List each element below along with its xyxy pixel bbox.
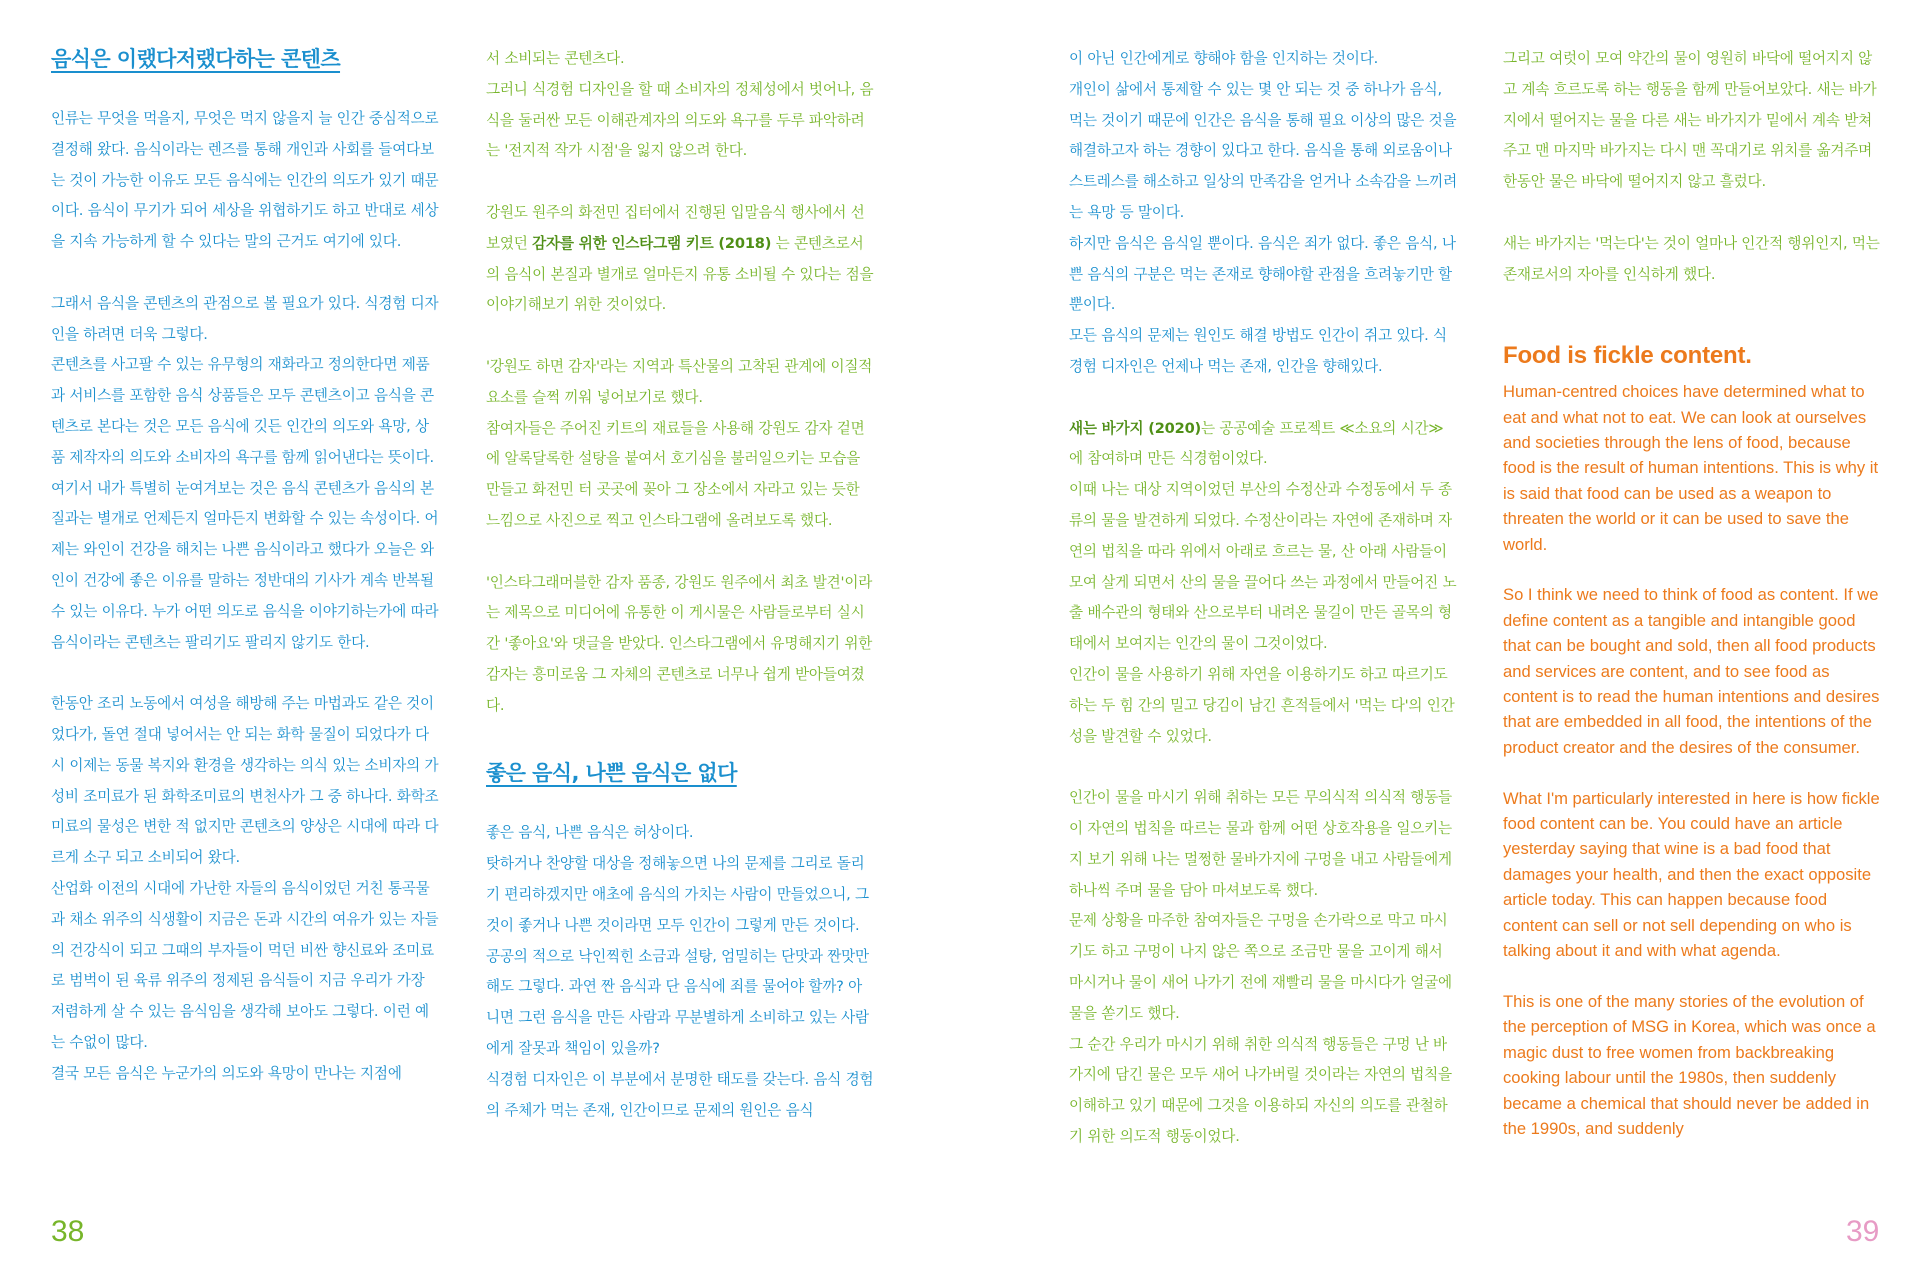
paragraph: 한동안 조리 노동에서 여성을 해방해 주는 마법과도 같은 것이었다가, 돌연 절대 넣어서는 안 되는 화학 물질이 되었다가 다시 이제는 동물 복지와 환경을 생각하는 의식 있는 소비자의 가성비 조미료가 된 화학조미료의 변천사가 그 중 하나다. 화학조미료의 물성은 변한 적 없지만 콘텐츠의 양상은 시대에 따라 다르게 소구 되고 소비되어 왔다. bbox=[51, 695, 439, 867]
paragraph: So I think we need to think of food as content. If we define content as a tangible and intangible good that can be bought and sold, then all food products and services are content, and to see food as content is to read the human intentions and desires that are embedded in all food, the intentions of the product creator and the desires of the consumer. bbox=[1503, 585, 1880, 757]
paragraph: 참여자들은 주어진 키트의 재료들을 사용해 강원도 감자 겉면에 알록달록한 설탕을 붙여서 호기심을 불러일으키는 모습을 만들고 화전민 터 곳곳에 꽂아 그 장소에서 자라고 있는 듯한 느낌으로 사진으로 찍고 인스타그램에 올려보도록 했다. bbox=[486, 419, 865, 529]
blue-text-block bbox=[486, 818, 874, 1126]
text-run: 강원도 원주의 화전민 집터에서 진행된 입말음식 행사에서 선보였던 bbox=[486, 203, 865, 252]
english-heading: Food is fickle content. bbox=[1503, 342, 1752, 370]
paragraph: 산업화 이전의 시대에 가난한 자들의 음식이었던 거친 통곡물과 채소 위주의 식생활이 지금은 돈과 시간의 여유가 있는 자들의 건강식이 되고 그때의 부자들이 먹던 비싼 향신료와 조미료로 범벅이 된 육류 위주의 정제된 음식들이 지금 우리가 가장 저렴하게 살 수 있는 음식임을 생각해 보아도 그렇다. 이런 예는 수없이 많다. bbox=[51, 879, 439, 1051]
section-heading: 좋은 음식, 나쁜 음식은 없다 bbox=[486, 761, 737, 786]
paragraph: 이때 나는 대상 지역이었던 부산의 수정산과 수정동에서 두 종류의 물을 발견하게 되었다. 수정산이라는 자연에 존재하며 자연의 법칙을 따라 위에서 아래로 흐르는 물, 산 아래 사람들이 모여 살게 되면서 산의 물을 끌어다 쓰는 과정에서 만들어진 노출 배수관의 형태와 산으로부터 내려온 물길이 만든 골목의 형태에서 보여지는 인간의 물이 그것이었다. bbox=[1069, 481, 1457, 653]
paragraph: 콘텐츠를 사고팔 수 있는 유무형의 재화라고 정의한다면 제품과 서비스를 포함한 음식 상품들은 모두 콘텐츠이고 음식을 콘텐츠로 본다는 것은 모든 음식에 깃든 인간의 의도와 욕망, 상품 제작자의 의도와 소비자의 욕구를 함께 읽어낸다는 뜻이다. bbox=[51, 356, 434, 466]
paragraph: 공공의 적으로 낙인찍힌 소금과 설탕, 엄밀히는 단맛과 짠맛만 해도 그렇다. 과연 짠 음식과 단 음식에 죄를 물어야 할까? 아니면 그런 음식을 만든 사람과 무분별하게 소비하고 있는 사람에게 잘못과 책임이 있을까? bbox=[486, 947, 869, 1057]
paragraph: 하지만 음식은 음식일 뿐이다. 음식은 죄가 없다. 좋은 음식, 나쁜 음식의 구분은 먹는 존재로 향해야할 관점을 흐려놓기만 할 뿐이다. bbox=[1069, 234, 1456, 314]
paragraph: 식경험 디자인은 이 부분에서 분명한 태도를 갖는다. 음식 경험의 주체가 먹는 존재, 인간이므로 문제의 원인은 음식 bbox=[486, 1070, 874, 1119]
section-heading: 음식은 이랬다저랬다하는 콘텐츠 bbox=[51, 47, 341, 71]
paragraph: 개인이 삶에서 통제할 수 있는 몇 안 되는 것 중 하나가 음식, 먹는 것이기 때문에 인간은 음식을 통해 필요 이상의 많은 것을 해결하고자 하는 경향이 있다고 한다. 음식을 통해 외로움이나 스트레스를 해소하고 일상의 만족감을 얻거나 소속감을 느끼려는 욕망 등 말이다. bbox=[1069, 80, 1457, 221]
paragraph bbox=[1069, 414, 1457, 476]
right-page-column-1 bbox=[1069, 44, 1457, 1153]
paragraph: 모든 음식의 문제는 원인도 해결 방법도 인간이 쥐고 있다. 식경험 디자인은 언제나 먹는 존재, 인간을 향해있다. bbox=[1069, 327, 1447, 375]
paragraph: 인류는 무엇을 먹을지, 무엇은 먹지 않을지 늘 인간 중심적으로 결정해 왔다. 음식이라는 렌즈를 통해 개인과 사회를 들여다보는 것이 가능한 이유도 모든 음식에는 인간의 의도가 있기 때문이다. 음식이 무기가 되어 세상을 위협하기도 하고 반대로 세상을 지속 가능하게 할 수 있다는 말의 근거도 여기에 있다. bbox=[51, 110, 439, 251]
paragraph: '강원도 하면 감자'라는 지역과 특산물의 고착된 관계에 이질적 요소를 슬쩍 끼워 넣어보기로 했다. bbox=[486, 357, 873, 406]
text-run: 는 콘텐츠로서의 음식이 본질과 별개로 얼마든지 유통 소비될 수 있다는 점을 이야기해보기 위한 것이었다. bbox=[486, 234, 874, 314]
paragraph: 그러니 식경험 디자인을 할 때 소비자의 정체성에서 벗어나, 음식을 둘러싼 모든 이해관계자의 의도와 욕구를 두루 파악하려는 '전지적 작가 시점'을 잃지 않으려 한다. bbox=[486, 80, 874, 160]
paragraph: 이 아닌 인간에게로 향해야 함을 인지하는 것이다. bbox=[1069, 50, 1379, 67]
left-page-column-2 bbox=[486, 44, 874, 1126]
paragraph: 여기서 내가 특별히 눈여겨보는 것은 음식 콘텐츠가 음식의 본질과는 별개로 언제든지 얼마든지 변화할 수 있는 속성이다. 어제는 와인이 건강을 해치는 나쁜 음식이라고 했다가 오늘은 와인이 건강에 좋은 이유를 말하는 정반대의 기사가 계속 반복될 수 있는 이유다. 누가 어떤 의도로 음식을 이야기하는가에 따라 음식이라는 콘텐츠는 팔리기도 팔리지 않기도 한다. bbox=[51, 479, 439, 651]
paragraph bbox=[486, 198, 874, 321]
text-run: 는 공공예술 프로젝트 ≪소요의 시간≫에 참여하며 만든 식경험이었다. bbox=[1069, 419, 1444, 468]
paragraph: 그래서 음식을 콘텐츠의 관점으로 볼 필요가 있다. 식경험 디자인을 하려면 더욱 그렇다. bbox=[51, 294, 439, 343]
paragraph: 결국 모든 음식은 누군가의 의도와 욕망이 만나는 지점에 bbox=[51, 1064, 402, 1082]
project-title: 감자를 위한 인스타그램 키트 (2018) bbox=[532, 234, 772, 252]
paragraph: This is one of the many stories of the evolution of the perception of MSG in Korea, which was once a magic dust to free women from backbreaking cooking labour until the 1980s, then suddenly became a chemical that should never be added in the 1990s, and suddenly bbox=[1503, 991, 1876, 1138]
paragraph: Human-centred choices have determined what to eat and what not to eat. We can look at ourselves and societies through the lens of food, because food is the result of human intentions. This is why it is said that food can be used as a weapon to threaten the world or it can be used to save the world. bbox=[1503, 382, 1879, 554]
paragraph: 탓하거나 찬양할 대상을 정해놓으면 나의 문제를 그리로 돌리기 편리하겠지만 애초에 음식의 가치는 사람이 만들었으니, 그것이 좋거나 나쁜 것이라면 모두 인간이 그렇게 만든 것이다. bbox=[486, 855, 869, 934]
paragraph: '인스타그래머블한 감자 품종, 강원도 원주에서 최초 발견'이라는 제목으로 미디어에 유통한 이 게시물은 사람들로부터 실시간 '좋아요'와 댓글을 받았다. 인스타그램에서 유명해지기 위한 감자는 흥미로움 그 자체의 콘텐츠로 너무나 쉽게 받아들여졌다. bbox=[486, 573, 873, 714]
green-text-block bbox=[1069, 414, 1457, 1153]
paragraph: 그 순간 우리가 마시기 위해 취한 의식적 행동들은 구멍 난 바가지에 담긴 물은 모두 새어 나가버릴 것이라는 자연의 법칙을 이해하고 있기 때문에 그것을 이용하되 자신의 의도를 관철하기 위한 의도적 행동이었다. bbox=[1069, 1035, 1452, 1145]
paragraph: What I'm particularly interested in here is how fickle food content can be. You could have an article yesterday saying that wine is a bad food that damages your health, and then the exact opposite article today. This can happen because food content can sell or not sell depending on who is talking about it and with what agenda. bbox=[1503, 788, 1880, 961]
paragraph: 문제 상황을 마주한 참여자들은 구멍을 손가락으로 막고 마시기도 하고 구멍이 나지 않은 쪽으로 조금만 물을 고이게 해서 마시거나 물이 새어 나가기 전에 재빨리 물을 마시다가 얼굴에 물을 쏟기도 했다. bbox=[1069, 912, 1452, 1022]
right-page-column-2 bbox=[1503, 44, 1883, 1141]
paragraph: 좋은 음식, 나쁜 음식은 허상이다. bbox=[486, 824, 694, 842]
project-title: 새는 바가지 (2020) bbox=[1069, 419, 1202, 437]
english-text-block bbox=[1503, 379, 1883, 1141]
paragraph: 서 소비되는 콘텐츠다. bbox=[486, 50, 625, 67]
paragraph: 그리고 여럿이 모여 약간의 물이 영원히 바닥에 떨어지지 않고 계속 흐르도록 하는 행동을 함께 만들어보았다. 새는 바가지에서 떨어지는 물을 다른 새는 바가지가 밑에서 계속 받쳐주고 맨 마지막 바가지는 다시 맨 꼭대기로 위치를 옮겨주며 한동안 물은 바닥에 떨어지지 않고 흘렀다. bbox=[1503, 50, 1877, 191]
page-number-right: 39 bbox=[1846, 1215, 1880, 1248]
left-page-column-1 bbox=[51, 44, 439, 1090]
paragraph: 인간이 물을 사용하기 위해 자연을 이용하기도 하고 따르기도 하는 두 힘 간의 밀고 당김이 남긴 흔적들에서 '먹는 다'의 인간성을 발견할 수 있었다. bbox=[1069, 665, 1455, 745]
paragraph: 새는 바가지는 '먹는다'는 것이 얼마나 인간적 행위인지, 먹는 존재로서의 자아를 인식하게 했다. bbox=[1503, 234, 1880, 283]
paragraph: 인간이 물을 마시기 위해 취하는 모든 무의식적 의식적 행동들이 자연의 법칙을 따르는 물과 함께 어떤 상호작용을 일으키는지 보기 위해 나는 멀쩡한 물바가지에 구멍을 내고 사람들에게 하나씩 주며 물을 담아 마셔보도록 했다. bbox=[1069, 789, 1452, 899]
page-number-left: 38 bbox=[51, 1215, 85, 1248]
